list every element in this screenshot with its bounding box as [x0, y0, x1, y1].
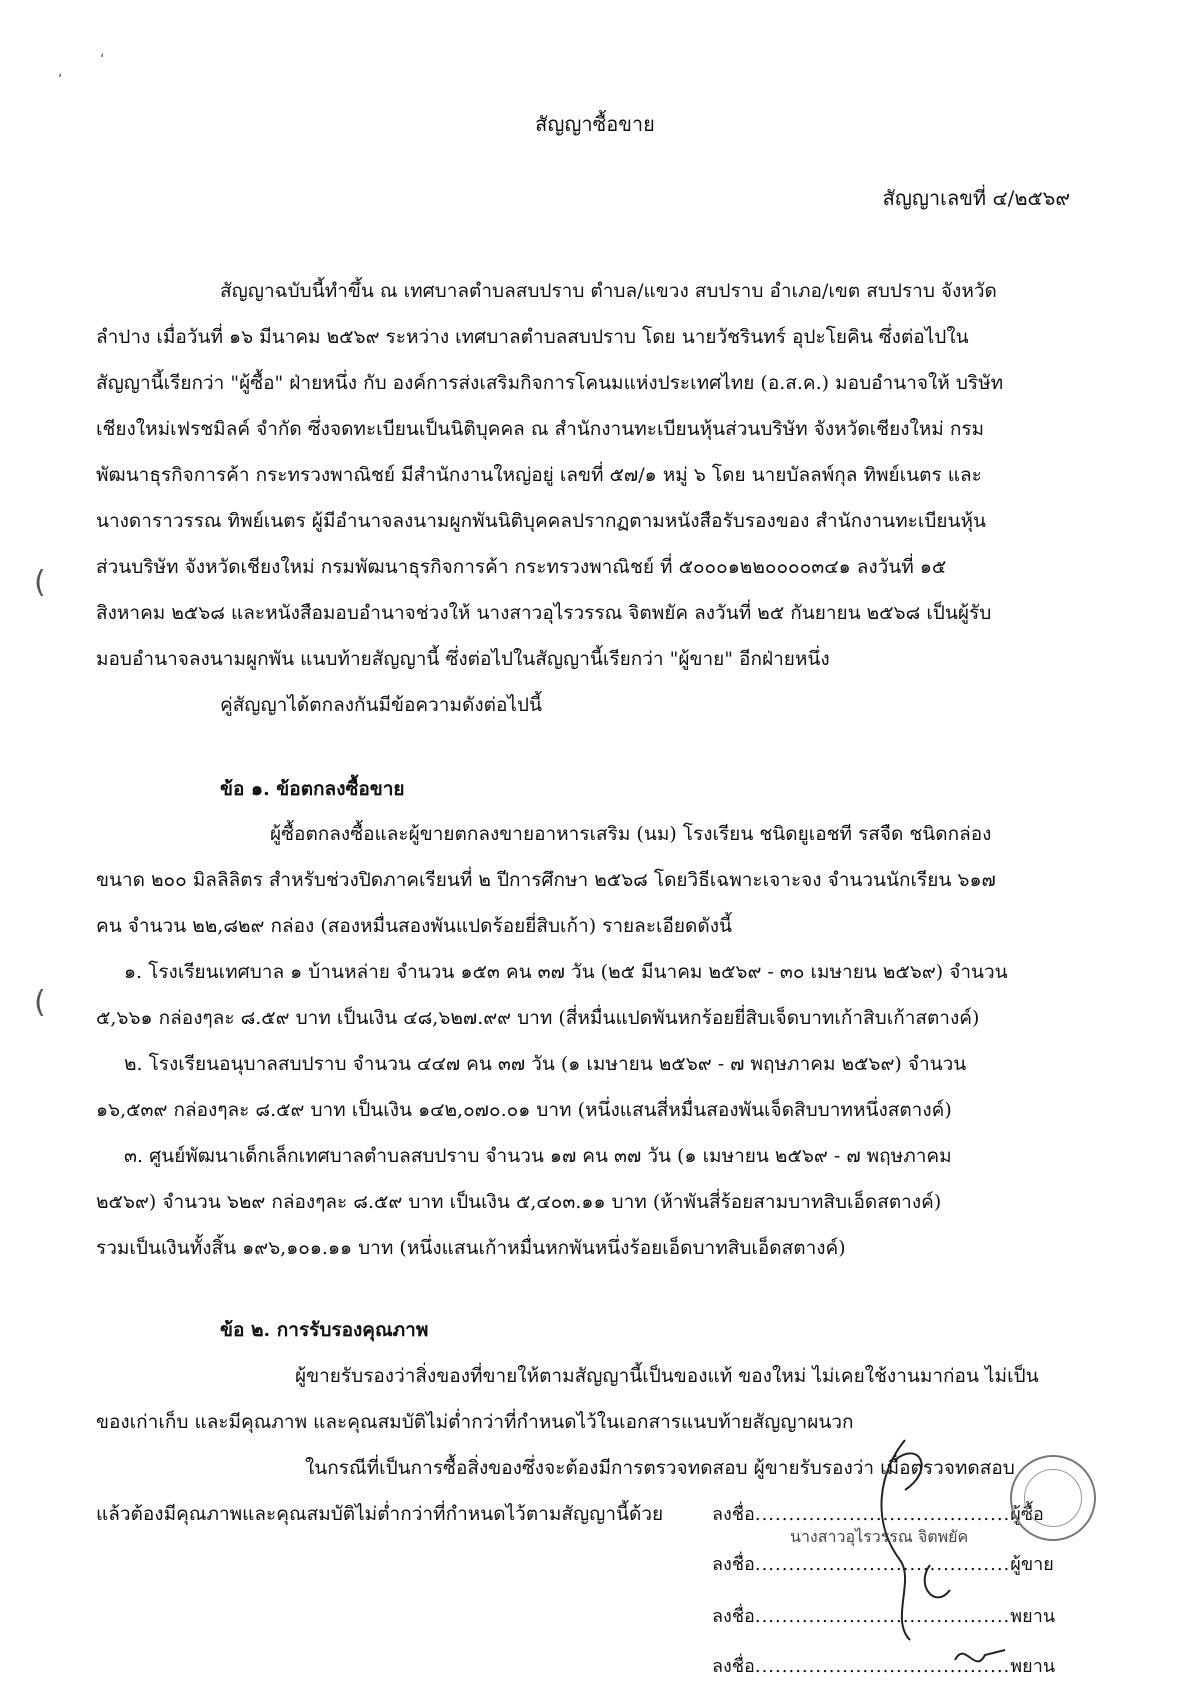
signature-dots: ...................................... — [754, 1606, 1011, 1627]
signature-role: พยาน — [1010, 1606, 1056, 1627]
clause2-line: แล้วต้องมีคุณภาพและคุณสมบัติไม่ต่ำกว่าที่กำหนดไว้ตามสัญญานี้ด้วย — [96, 1503, 664, 1525]
clause1-line: รวมเป็นเงินทั้งสิ้น ๑๙๖,๑๐๑.๑๑ บาท (หนึ่งแสนเก้าหมื่นหกพันหนึ่งร้อยเอ็ดบาทสิบเอ็ดสตางค์) — [96, 1237, 846, 1259]
signature-line-buyer — [712, 1499, 1044, 1528]
intro-line: สัญญานี้เรียกว่า "ผู้ซื้อ" ฝ่ายหนึ่ง กับ องค์การส่งเสริมกิจการโคนมแห่งประเทศไทย (อ.ส.ค.) มอบอำนาจให้ บริษัท — [96, 372, 1004, 394]
intro-line: ลำปาง เมื่อวันที่ ๑๖ มีนาคม ๒๕๖๙ ระหว่าง เทศบาลตำบลสบปราบ โดย นายวัชรินทร์ อุปะโยคิน ซึ่งต่อไปใน — [96, 326, 969, 348]
clause1-line: ผู้ซื้อตกลงซื้อและผู้ขายตกลงขายอาหารเสริม (นม) โรงเรียน ชนิดยูเอชที รสจืด ชนิดกล่อง — [270, 823, 992, 845]
clause2-line: ในกรณีที่เป็นการซื้อสิ่งของซึ่งจะต้องมีการตรวจทดสอบ ผู้ขายรับรองว่า เมื่อตรวจทดสอบ — [305, 1457, 1015, 1479]
intro-line: สัญญาฉบับนี้ทำขึ้น ณ เทศบาลตำบลสบปราบ ตำบล/แขวง สบปราบ อำเภอ/เขต สบปราบ จังหวัด — [220, 280, 997, 302]
clause2-line: ผู้ขายรับรองว่าสิ่งของที่ขายให้ตามสัญญานี้เป็นของแท้ ของใหม่ ไม่เคยใช้งานมาก่อน ไม่เป็น — [295, 1365, 1039, 1387]
intro-line: มอบอำนาจลงนามผูกพัน แนบท้ายสัญญานี้ ซึ่งต่อไปในสัญญานี้เรียกว่า "ผู้ขาย" อีกฝ่ายหนึ่ง — [96, 648, 830, 670]
signature-role: พยาน — [1010, 1656, 1056, 1677]
clause1-line: ๕,๖๖๑ กล่องๆละ ๘.๕๙ บาท เป็นเงิน ๔๘,๖๒๗.๙๙ บาท (สี่หมื่นแปดพันหกร้อยยี่สิบเจ็ดบาทเก้าสิบเก้าสตางค์) — [96, 1007, 980, 1029]
scan-speck: ‘ — [58, 72, 63, 88]
scan-speck: ‘ — [100, 52, 105, 68]
signature-dots: ...................................... — [754, 1504, 1011, 1525]
company-stamp — [1010, 1455, 1096, 1541]
clause1-heading: ข้อ ๑. ข้อตกลงซื้อขาย — [220, 778, 405, 800]
seller-signature-name: นางสาวอุไรวรรณ จิตพยัค — [790, 1527, 969, 1546]
signature-role: ผู้ซื้อ — [1010, 1504, 1044, 1525]
signature-label: ลงชื่อ — [712, 1656, 755, 1677]
clause1-line: คน จำนวน ๒๒,๘๒๙ กล่อง (สองหมื่นสองพันแปดร้อยยี่สิบเก้า) รายละเอียดดังนี้ — [96, 915, 732, 937]
punch-hole-mark: ( — [34, 985, 46, 1020]
signature-label: ลงชื่อ — [712, 1504, 755, 1525]
signature-line-seller — [712, 1549, 1054, 1578]
signature-role: ผู้ขาย — [1010, 1554, 1054, 1575]
clause2-heading: ข้อ ๒. การรับรองคุณภาพ — [220, 1319, 429, 1341]
intro-line: คู่สัญญาได้ตกลงกันมีข้อความดังต่อไปนี้ — [220, 694, 542, 716]
clause1-line: ๒๕๖๙) จำนวน ๖๒๙ กล่องๆละ ๘.๕๙ บาท เป็นเงิน ๕,๔๐๓.๑๑ บาท (ห้าพันสี่ร้อยสามบาทสิบเอ็ดสตางค์) — [96, 1191, 942, 1213]
intro-line: สิงหาคม ๒๕๖๘ และหนังสือมอบอำนาจช่วงให้ นางสาวอุไรวรรณ จิตพยัค ลงวันที่ ๒๕ กันยายน ๒๕๖๘ เป็นผู้รับ — [96, 602, 992, 624]
intro-line: เชียงใหม่เฟรชมิลค์ จำกัด ซึ่งจดทะเบียนเป็นนิติบุคคล ณ สำนักงานทะเบียนหุ้นส่วนบริษัท จังหวัดเชียงใหม่ กรม — [96, 418, 985, 440]
punch-hole-mark: ( — [34, 565, 46, 600]
company-stamp-inner-ring — [1024, 1469, 1082, 1527]
contract-number: สัญญาเลขที่ ๔/๒๕๖๙ — [882, 186, 1070, 210]
clause1-line: ๒. โรงเรียนอนุบาลสบปราบ จำนวน ๔๔๗ คน ๓๗ วัน (๑ เมษายน ๒๕๖๙ - ๗ พฤษภาคม ๒๕๖๙) จำนวน — [124, 1053, 967, 1075]
signature-dots: ...................................... — [754, 1554, 1011, 1575]
signature-line-witness — [712, 1651, 1055, 1680]
intro-line: พัฒนาธุรกิจการค้า กระทรวงพาณิชย์ มีสำนักงานใหญ่อยู่ เลขที่ ๕๗/๑ หมู่ ๖ โดย นายบัลลพ์กุล ทิพย์เนตร และ — [96, 464, 982, 486]
clause2-line: ของเก่าเก็บ และมีคุณภาพ และคุณสมบัติไม่ต่ำกว่าที่กำหนดไว้ในเอกสารแนบท้ายสัญญาผนวก — [96, 1411, 854, 1433]
intro-line: ส่วนบริษัท จังหวัดเชียงใหม่ กรมพัฒนาธุรกิจการค้า กระทรวงพาณิชย์ ที่ ๕๐๐๐๑๒๒๐๐๐๐๓๔๑ ลงวันที่ ๑๕ — [96, 556, 947, 578]
signature-label: ลงชื่อ — [712, 1606, 755, 1627]
clause1-line: ขนาด ๒๐๐ มิลลิลิตร สำหรับช่วงปิดภาคเรียนที่ ๒ ปีการศึกษา ๒๕๖๘ โดยวิธีเฉพาะเจาะจง จำนวนนักเรียน ๖๑๗ — [96, 869, 996, 891]
clause1-line: ๑๖,๕๓๙ กล่องๆละ ๘.๕๙ บาท เป็นเงิน ๑๔๒,๐๗๐.๐๑ บาท (หนึ่งแสนสี่หมื่นสองพันเจ็ดสิบบาทหนึ่งสตางค์) — [96, 1099, 952, 1121]
document-title: สัญญาซื้อขาย — [535, 112, 655, 136]
signature-label: ลงชื่อ — [712, 1554, 755, 1575]
clause1-line: ๑. โรงเรียนเทศบาล ๑ บ้านหล่าย จำนวน ๑๕๓ คน ๓๗ วัน (๒๕ มีนาคม ๒๕๖๙ - ๓๐ เมษายน ๒๕๖๙) จำนวน — [124, 961, 1008, 983]
signature-dots: ...................................... — [754, 1656, 1011, 1677]
intro-line: นางดาราวรรณ ทิพย์เนตร ผู้มีอำนาจลงนามผูกพันนิติบุคคลปรากฏตามหนังสือรับรองของ สำนักงานทะเบียนหุ้น — [96, 510, 987, 532]
signature-line-witness — [712, 1601, 1055, 1630]
clause1-line: ๓. ศูนย์พัฒนาเด็กเล็กเทศบาลตำบลสบปราบ จำนวน ๑๗ คน ๓๗ วัน (๑ เมษายน ๒๕๖๙ - ๗ พฤษภาคม — [124, 1145, 952, 1167]
